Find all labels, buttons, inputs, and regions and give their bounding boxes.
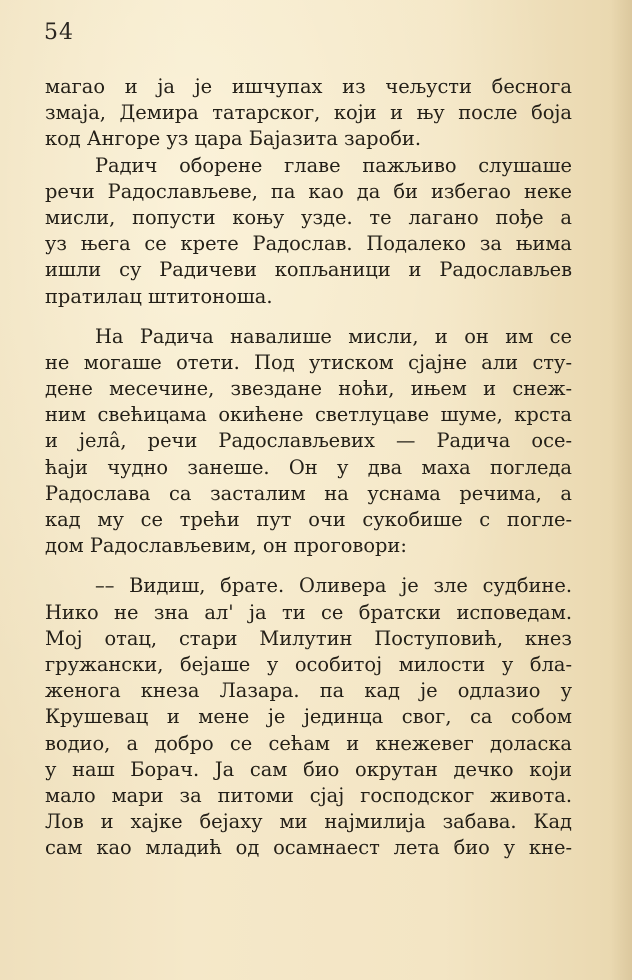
paragraph [45, 573, 572, 861]
text-line: уз њега се крете Радослав. Подалеко за њима [45, 232, 572, 256]
body-text [45, 74, 572, 861]
paragraph-gap [45, 559, 572, 573]
text-line: ишли су Радичеви копљаници и Радослављев [45, 258, 572, 282]
text-line: змаја, Демира татарског, који и њу после боја [45, 101, 572, 125]
text-line: Радич оборене главе пажљиво слушаше [95, 153, 572, 177]
text-line: Радослава са засталим на уснама речима, а [45, 481, 572, 505]
paragraph [45, 74, 572, 153]
paragraph-gap [45, 310, 572, 324]
text-line: Лов и хајке бејаху ми најмилија забава. Кад [45, 810, 572, 834]
text-line: речи Радослављеве, па као да би избегао неке [45, 179, 572, 203]
text-line: кад му се трећи пут очи сукобише с погле- [45, 508, 572, 531]
text-line: пратилац штитоноша. [45, 284, 273, 308]
paragraph [45, 324, 572, 560]
text-line: и јелâ, речи Радослављевих — Радича осе- [45, 429, 572, 453]
text-line: ним свећицама окићене светлуцаве шуме, крста [45, 403, 572, 427]
text-line: женога кнеза Лазара. па кад је одлазио у [45, 679, 572, 703]
text-line: водио, а добро се сећам и кнежевег доласка [45, 731, 572, 755]
text-line: мисли, попусти коњу узде. те лагано пође а [45, 205, 572, 229]
paragraph [45, 153, 572, 310]
text-line: гружански, бејаше у особитој милости у бла- [45, 652, 572, 676]
text-line: ћаји чудно занеше. Он у два маха погледа [45, 455, 572, 479]
text-line: Мој отац, стари Милутин Поступовић, кнез [45, 626, 572, 650]
page-number: 54 [44, 20, 74, 45]
text-line: дом Радослављевим, он проговори: [45, 534, 407, 558]
text-line: дене месечине, звездане ноћи, ињем и снеж- [45, 377, 572, 401]
text-line: мало мари за питоми сјај господског живота. [45, 783, 572, 807]
text-line: код Ангоре уз цара Бајазита зароби. [45, 127, 422, 151]
text-line: магао и ја је ишчупах из чељусти беснога [45, 75, 572, 98]
text-line: сам као младић од осамнаест лета био у кне- [45, 836, 572, 860]
text-line: На Радича навалише мисли, и он им се [95, 324, 572, 348]
text-line: Крушевац и мене је јединца свог, са собом [45, 705, 572, 729]
text-line: Нико не зна ал' ја ти се братски исповедам. [45, 600, 572, 624]
text-line: не могаше отети. Под утиском сјајне али сту- [45, 350, 572, 374]
text-line: у наш Борач. Ја сам био окрутан дечко који [45, 757, 572, 781]
text-line: –– Видиш, брате. Оливера је зле судбине. [95, 574, 572, 598]
